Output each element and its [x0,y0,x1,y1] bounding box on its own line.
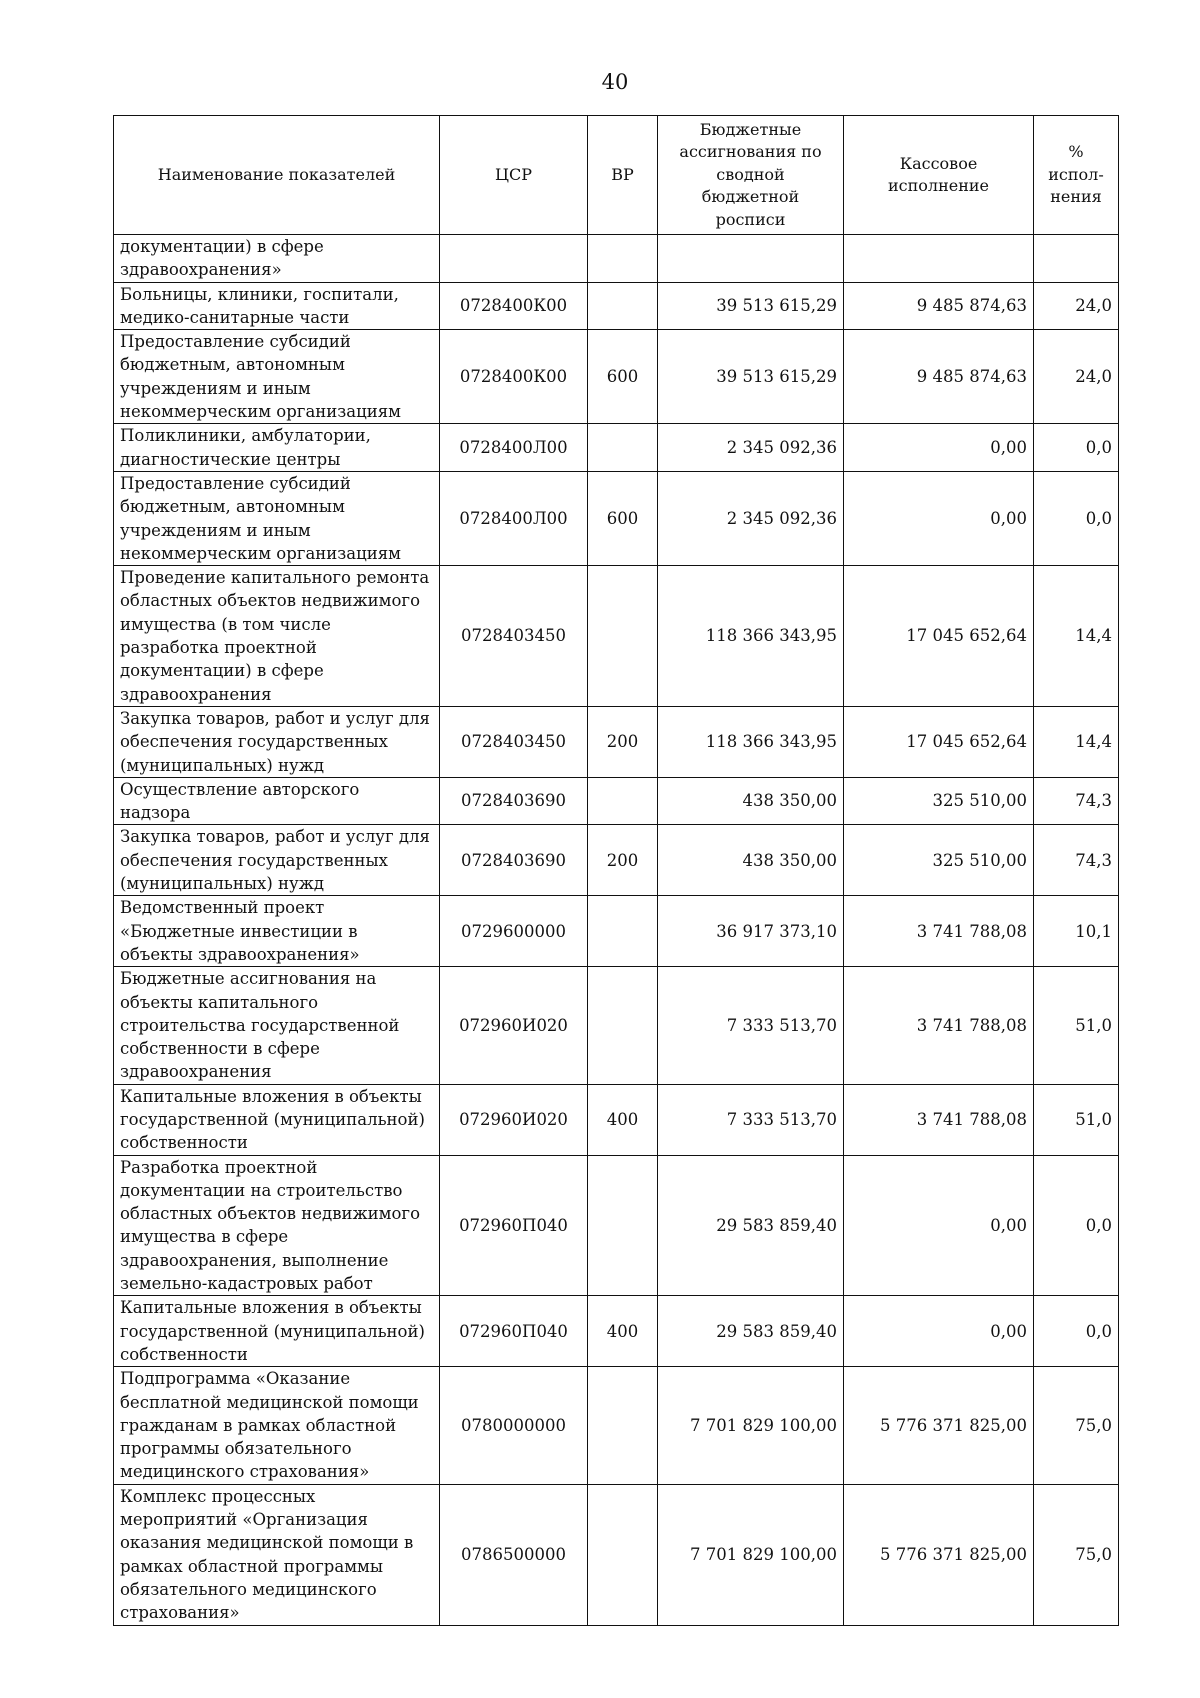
row-budget: 438 350,00 [658,777,844,825]
row-csr: 0728403450 [440,566,588,707]
header-budget-line: Бюджетные [699,119,802,139]
row-cash: 3 741 788,08 [844,896,1034,967]
row-csr: 0786500000 [440,1484,588,1625]
row-csr: 072960П040 [440,1155,588,1296]
row-name: Разработка проектной документации на строительство областных объектов недвижимого имущества в сфере здравоохранения, выполнение земельно-кадастровых работ [114,1155,440,1296]
row-name: Осуществление авторского надзора [114,777,440,825]
row-cash: 0,00 [844,1296,1034,1367]
row-name: Комплекс процессных мероприятий «Организация оказания медицинской помощи в рамках областной программы обязательного медицинского страхования» [114,1484,440,1625]
table-header-row [114,116,1119,235]
row-vr: 200 [588,825,658,896]
row-cash: 325 510,00 [844,825,1034,896]
row-cash: 3 741 788,08 [844,1084,1034,1155]
row-csr: 072960П040 [440,1296,588,1367]
row-pct: 51,0 [1034,967,1119,1084]
table-row [114,706,1119,777]
row-budget: 29 583 859,40 [658,1155,844,1296]
table-row [114,967,1119,1084]
row-name: Бюджетные ассигнования на объекты капитального строительства государственной собственности в сфере здравоохранения [114,967,440,1084]
row-csr: 0728403690 [440,777,588,825]
row-vr: 400 [588,1084,658,1155]
row-name: документации) в сфере здравоохранения» [114,235,440,283]
row-pct [1034,235,1119,283]
row-budget: 2 345 092,36 [658,471,844,565]
row-budget: 39 513 615,29 [658,330,844,424]
header-budget-line: росписи [715,209,786,229]
row-cash: 0,00 [844,471,1034,565]
row-vr [588,424,658,472]
header-name: Наименование показателей [114,116,440,235]
row-csr: 072960И020 [440,967,588,1084]
budget-execution-table [113,115,1119,1626]
row-pct: 0,0 [1034,471,1119,565]
row-name: Предоставление субсидий бюджетным, автономным учреждениям и иным некоммерческим организациям [114,330,440,424]
row-csr: 0728400Л00 [440,424,588,472]
row-cash: 325 510,00 [844,777,1034,825]
table-row [114,825,1119,896]
row-cash [844,235,1034,283]
row-cash: 9 485 874,63 [844,282,1034,330]
row-vr [588,566,658,707]
header-cash [844,116,1034,235]
row-name: Поликлиники, амбулатории, диагностические центры [114,424,440,472]
row-budget: 36 917 373,10 [658,896,844,967]
row-cash: 3 741 788,08 [844,967,1034,1084]
header-budget [658,116,844,235]
header-pct-line: испол- [1048,164,1104,184]
header-budget-line: сводной [716,164,785,184]
header-pct [1034,116,1119,235]
row-vr: 200 [588,706,658,777]
header-budget-line: ассигнования по [679,142,822,162]
table-row [114,330,1119,424]
row-budget [658,235,844,283]
row-pct: 14,4 [1034,566,1119,707]
row-pct: 75,0 [1034,1367,1119,1484]
header-csr: ЦСР [440,116,588,235]
row-pct: 74,3 [1034,825,1119,896]
row-csr: 0780000000 [440,1367,588,1484]
row-budget: 7 333 513,70 [658,967,844,1084]
table-row [114,424,1119,472]
row-vr: 400 [588,1296,658,1367]
row-name: Закупка товаров, работ и услуг для обеспечения государственных (муниципальных) нужд [114,706,440,777]
row-csr: 0728403690 [440,825,588,896]
row-csr: 0728403450 [440,706,588,777]
row-budget: 118 366 343,95 [658,566,844,707]
row-budget: 438 350,00 [658,825,844,896]
row-budget: 7 333 513,70 [658,1084,844,1155]
row-cash: 17 045 652,64 [844,566,1034,707]
row-vr [588,777,658,825]
row-name: Ведомственный проект «Бюджетные инвестиции в объекты здравоохранения» [114,896,440,967]
row-budget: 39 513 615,29 [658,282,844,330]
row-name: Предоставление субсидий бюджетным, автономным учреждениям и иным некоммерческим организациям [114,471,440,565]
table-row [114,235,1119,283]
table-row [114,896,1119,967]
row-name: Капитальные вложения в объекты государственной (муниципальной) собственности [114,1296,440,1367]
header-cash-line: исполнение [887,176,989,195]
header-budget-line: бюджетной [701,187,800,207]
row-csr: 0728400Л00 [440,471,588,565]
row-vr [588,1484,658,1625]
row-pct: 51,0 [1034,1084,1119,1155]
row-csr [440,235,588,283]
row-cash: 0,00 [844,424,1034,472]
row-budget: 118 366 343,95 [658,706,844,777]
row-pct: 14,4 [1034,706,1119,777]
header-cash-line: Кассовое [899,153,978,173]
table-row [114,566,1119,707]
row-pct: 10,1 [1034,896,1119,967]
header-pct-line: нения [1050,187,1102,207]
row-budget: 2 345 092,36 [658,424,844,472]
table-row [114,471,1119,565]
row-csr: 0729600000 [440,896,588,967]
row-name: Подпрограмма «Оказание бесплатной медицинской помощи гражданам в рамках областной программы обязательного медицинского страхования» [114,1367,440,1484]
header-vr: ВР [588,116,658,235]
table-row [114,777,1119,825]
row-budget: 7 701 829 100,00 [658,1484,844,1625]
table-row [114,1155,1119,1296]
page-number: 40 [601,70,629,94]
row-vr [588,896,658,967]
row-cash: 0,00 [844,1155,1034,1296]
row-vr [588,1367,658,1484]
table-row [114,1084,1119,1155]
row-pct: 75,0 [1034,1484,1119,1625]
row-vr: 600 [588,471,658,565]
row-name: Проведение капитального ремонта областных объектов недвижимого имущества (в том числе разработка проектной документации) в сфере здравоохранения [114,566,440,707]
row-cash: 17 045 652,64 [844,706,1034,777]
row-vr [588,967,658,1084]
row-name: Больницы, клиники, госпитали, медико-санитарные части [114,282,440,330]
row-pct: 74,3 [1034,777,1119,825]
row-csr: 0728400К00 [440,282,588,330]
row-name: Капитальные вложения в объекты государственной (муниципальной) собственности [114,1084,440,1155]
header-pct-line: % [1068,142,1084,162]
row-budget: 7 701 829 100,00 [658,1367,844,1484]
row-pct: 0,0 [1034,424,1119,472]
row-pct: 0,0 [1034,1296,1119,1367]
row-name: Закупка товаров, работ и услуг для обеспечения государственных (муниципальных) нужд [114,825,440,896]
table-row [114,1484,1119,1625]
row-pct: 0,0 [1034,1155,1119,1296]
row-vr [588,1155,658,1296]
row-cash: 5 776 371 825,00 [844,1367,1034,1484]
row-vr [588,282,658,330]
row-csr: 072960И020 [440,1084,588,1155]
row-pct: 24,0 [1034,330,1119,424]
table-row [114,1367,1119,1484]
row-csr: 0728400К00 [440,330,588,424]
row-vr [588,235,658,283]
table-row [114,282,1119,330]
row-cash: 5 776 371 825,00 [844,1484,1034,1625]
row-budget: 29 583 859,40 [658,1296,844,1367]
row-vr: 600 [588,330,658,424]
table-row [114,1296,1119,1367]
row-cash: 9 485 874,63 [844,330,1034,424]
row-pct: 24,0 [1034,282,1119,330]
